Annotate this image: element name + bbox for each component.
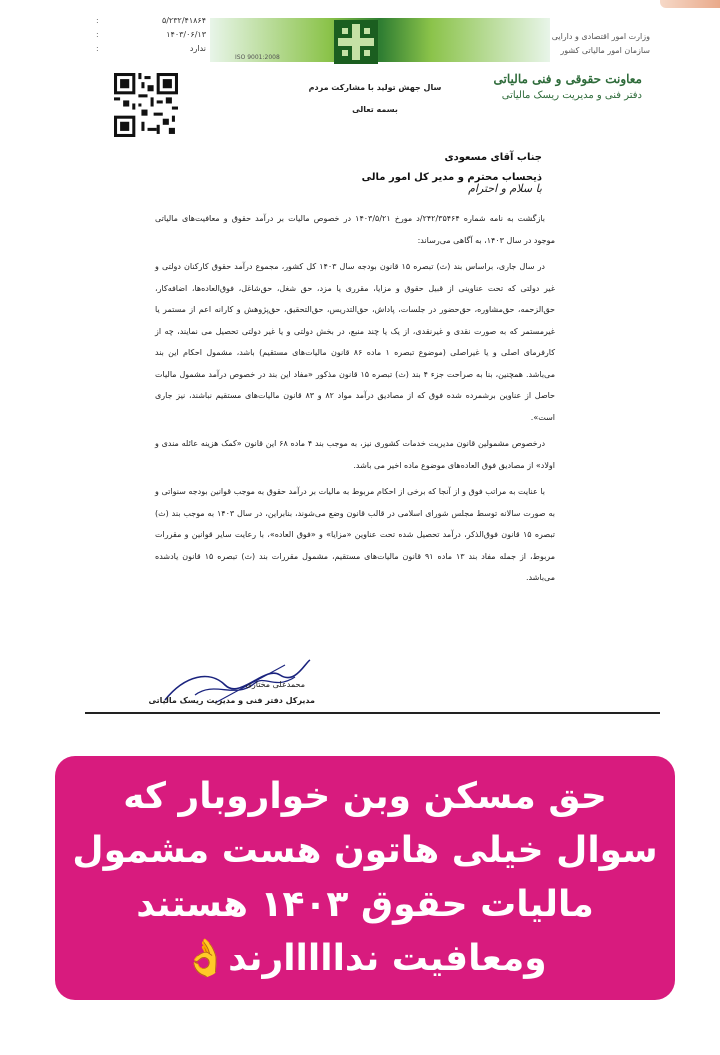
caption-text: حق مسکن وبن خواروبار که سوال خیلی هاتون هست مشمول مالیات حقوق ۱۴۰۳ هستند ومعافیت ندااااارند👌 [72, 776, 658, 979]
recipient-name: جناب آقای مسعودی [444, 152, 542, 163]
iso-code: ISO 9001:2008 [235, 54, 280, 61]
deputy-name: معاونت حقوقی و فنی مالیاتی [493, 72, 642, 86]
letter-meta [96, 14, 206, 56]
deputy-block [482, 72, 642, 101]
letter-date: ۱۴۰۳/۰۶/۱۳ [166, 30, 206, 39]
organization-name: سازمان امور مالیاتی کشور [560, 46, 650, 55]
qr-code-icon [114, 73, 178, 137]
letter-footer-rule [85, 712, 660, 714]
body-paragraph-1: بازگشت به نامه شماره ۲۴۲/۳۵۴۶۴/د مورخ ۱۴۰۳/۵/۲۱ در خصوص مالیات بر درآمد حقوق و معافیت‌های مالیاتی موجود در سال ۱۴۰۳، به آگاهی می‌رساند: [155, 214, 555, 245]
signer-name: محمدعلی مختاری [245, 680, 305, 689]
ministry-block [500, 30, 650, 58]
office-name: دفتر فنی و مدیریت ریسک مالیاتی [501, 90, 642, 101]
ministry-name: وزارت امور اقتصادی و دارایی [551, 32, 650, 41]
greeting: با سلام و احترام [468, 182, 542, 195]
body-paragraph-4: با عنایت به مراتب فوق و از آنجا که برخی از احکام مربوط به مالیات بر درآمد حقوق به موجب قوانین بودجه سنواتی و به صورت سالانه توسط مجلس شورای اسلامی در قالب قانون وضع می‌شوند، بنابراین، در سال ۱۴۰۳ به موجب بند (ث) تبصره ۱۵ قانون فوق‌الذکر، درآمد تحصیل شده تحت عناوین «مزایا» و «فوق العاده»، با رعایت سایر قوانین و مقررات مربوط، از جمله مفاد بند ۱۳ ماده ۹۱ قانون مالیات‌های مستقیم، مشمول مقررات بند (ث) تبصره ۱۵ قانون یادشده می‌باشد. [155, 487, 556, 582]
number-label-mark: : [96, 16, 99, 25]
recipient-title: ذیحساب محترم و مدیر کل امور مالی [361, 172, 542, 183]
body-paragraph-2: در سال جاری، براساس بند (ث) تبصره ۱۵ قانون بودجه سال ۱۴۰۳ کل کشور، مجموع درآمد حقوق کارکنان دولتی و غیر دولتی که تحت عناوینی از قبیل حقوق و مزایا، مقرری یا مزد، حق شغل، حق‌شاغل، فوق‌العاده‌ها، اضافه‌کار، حق‌الزحمه، حق‌مشاوره، حق‌حضور در جلسات، پاداش، حق‌التدریس، حق‌التحقیق، حق‌پژوهش و کارانه اعم از مستمر یا غیرمستمر که به صورت نقدی و غیرنقدی، از یک یا چند منبع، در بخش دولتی و یا غیر دولتی تحصیل می نمایند، چه از کارفرمای اصلی و یا غیراصلی (موضوع تبصره ۱ ماده ۸۶ قانون مالیات‌های مستقیم) باشد، مشمول احکام این بند می‌باشد. همچنین، بنا به صراحت جزء ۴ بند (ث) تبصره ۱۵ قانون مذکور «مفاد این بند در خصوص درآمد مشمول مالیات حاصل از عناوین برشمرده شده فوق که از مصادیق درآمد مواد ۸۲ و ۸۳ قانون مالیات‌های مستقیم نباشند، نیز جاری است». [155, 262, 556, 422]
letter-body [155, 208, 555, 594]
attachment-label-mark: : [96, 44, 99, 53]
letter-number: ۵/۲۳۲/۴۱۸۶۴ [161, 16, 206, 25]
body-paragraph-3: درخصوص مشمولین قانون مدیریت خدمات کشوری نیز، به موجب بند ۴ ماده ۶۸ این قانون «کمک هزینه عائله مندی و اولاد» از مصادیق فوق العاده‌های موضوع ماده اخیر می باشد. [155, 439, 555, 470]
year-slogan: سال جهش تولید با مشارکت مردم [308, 83, 442, 92]
basmala: بسمه تعالی [352, 105, 398, 114]
tax-organization-emblem-icon [330, 16, 382, 68]
story-caption [55, 756, 675, 1000]
letter-attachment: ندارد [189, 44, 206, 53]
date-label-mark: : [96, 30, 99, 39]
signer-title: مدیرکل دفتر فنی و مدیریت ریسک مالیاتی [148, 696, 315, 705]
